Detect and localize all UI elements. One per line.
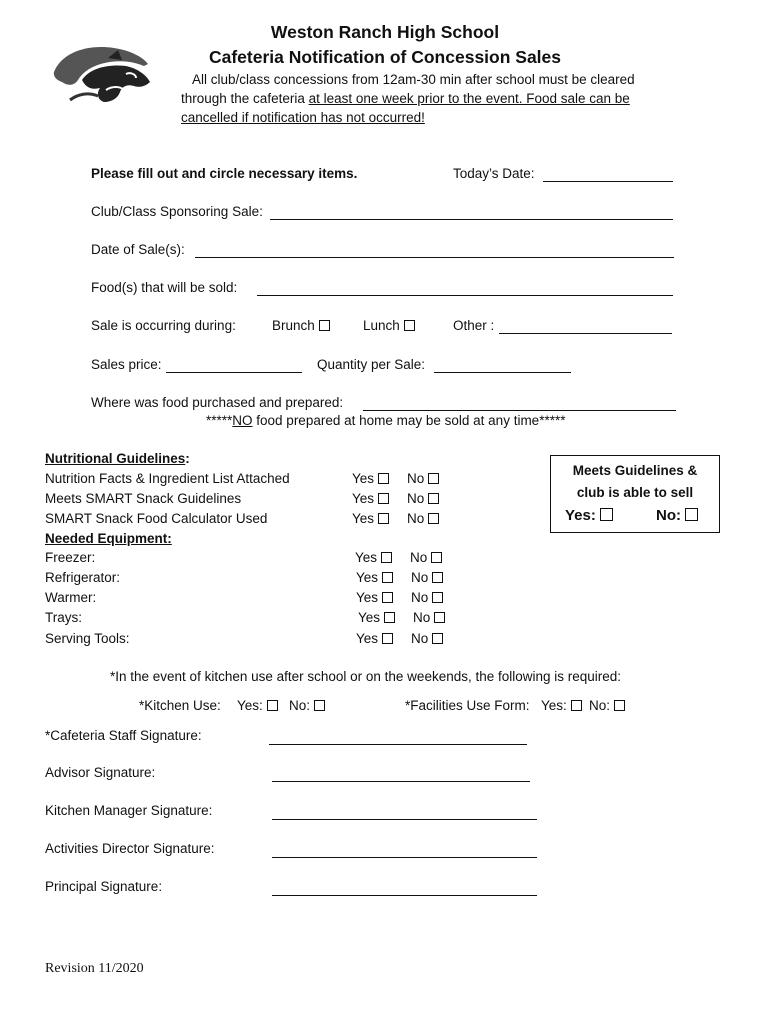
kitchen-yes-label: Yes: xyxy=(237,698,263,713)
no-label: No xyxy=(413,610,431,625)
kitchen-use-no[interactable] xyxy=(289,698,325,713)
yes-checkbox[interactable] xyxy=(378,493,389,504)
todays-date-label: Today’s Date: xyxy=(453,166,535,181)
brunch-label: Brunch xyxy=(272,318,315,333)
yes-label: Yes xyxy=(352,511,375,526)
no-label: No xyxy=(411,570,429,585)
lunch-checkbox[interactable] xyxy=(404,320,415,331)
revision-label: Revision 11/2020 xyxy=(45,961,144,976)
yes-label: Yes xyxy=(355,550,378,565)
signature-line[interactable] xyxy=(269,744,527,745)
notice-line-2-plain: through the cafeteria xyxy=(181,91,309,106)
brunch-option[interactable] xyxy=(272,318,330,333)
signature-line[interactable] xyxy=(272,895,537,896)
warning-rest: food prepared at home may be sold at any time***** xyxy=(252,413,566,428)
equipment-item-yes[interactable] xyxy=(355,550,392,565)
warning-no: NO xyxy=(232,413,253,428)
facilities-yes[interactable] xyxy=(541,698,582,713)
guidelines-box xyxy=(550,455,720,533)
facilities-yes-label: Yes: xyxy=(541,698,567,713)
yes-checkbox[interactable] xyxy=(382,633,393,644)
notice-line-2-underlined: at least one week prior to the event. Food sale can be xyxy=(308,91,630,106)
signature-label: Activities Director Signature: xyxy=(45,841,215,856)
signature-label: *Cafeteria Staff Signature: xyxy=(45,728,202,743)
yes-checkbox[interactable] xyxy=(381,552,392,563)
equipment-heading: Needed Equipment: xyxy=(45,531,172,546)
no-checkbox[interactable] xyxy=(432,592,443,603)
quantity-field[interactable] xyxy=(434,372,571,373)
other-field[interactable] xyxy=(499,333,672,334)
yes-label: Yes xyxy=(352,491,375,506)
club-field[interactable] xyxy=(270,219,673,220)
equipment-item-yes[interactable] xyxy=(356,570,393,585)
equipment-item-no[interactable] xyxy=(411,570,443,585)
yes-label: Yes xyxy=(352,471,375,486)
yes-checkbox[interactable] xyxy=(384,612,395,623)
nutrition-item-label: SMART Snack Food Calculator Used xyxy=(45,511,268,526)
equipment-item-label: Refrigerator: xyxy=(45,570,121,585)
no-checkbox[interactable] xyxy=(431,552,442,563)
facilities-label: *Facilities Use Form: xyxy=(405,698,530,713)
yes-label: Yes xyxy=(356,590,379,605)
form-title: Cafeteria Notification of Concession Sales xyxy=(208,47,562,67)
yes-checkbox[interactable] xyxy=(382,592,393,603)
school-name: Weston Ranch High School xyxy=(270,22,500,42)
equipment-item-yes[interactable] xyxy=(356,590,393,605)
equipment-item-yes[interactable] xyxy=(356,631,393,646)
signature-label: Advisor Signature: xyxy=(45,765,156,780)
where-label: Where was food purchased and prepared: xyxy=(91,395,344,410)
no-label: No xyxy=(410,550,428,565)
equipment-item-label: Warmer: xyxy=(45,590,97,605)
no-checkbox[interactable] xyxy=(428,493,439,504)
price-label: Sales price: xyxy=(91,357,162,372)
signature-line[interactable] xyxy=(272,781,530,782)
warning-prefix: ***** xyxy=(206,413,233,428)
facilities-no-label: No: xyxy=(589,698,611,713)
date-of-sale-field[interactable] xyxy=(195,257,674,258)
signature-line[interactable] xyxy=(272,857,537,858)
equipment-item-no[interactable] xyxy=(410,550,442,565)
notice-line-1: All club/class concessions from 12am-30 min after school must be cleared xyxy=(192,72,635,87)
no-checkbox[interactable] xyxy=(432,633,443,644)
yes-checkbox[interactable] xyxy=(378,473,389,484)
club-label: Club/Class Sponsoring Sale: xyxy=(91,204,263,219)
no-checkbox[interactable] xyxy=(428,513,439,524)
signature-label: Kitchen Manager Signature: xyxy=(45,803,213,818)
signature-line[interactable] xyxy=(272,819,537,820)
nutrition-item-yes[interactable] xyxy=(352,491,389,506)
guidelines-box-line2: club is able to sell xyxy=(576,485,694,500)
equipment-item-label: Serving Tools: xyxy=(45,631,130,646)
date-of-sale-label: Date of Sale(s): xyxy=(91,242,185,257)
foods-field[interactable] xyxy=(257,295,673,296)
guidelines-yes-label: Yes: xyxy=(565,507,596,524)
nutrition-heading xyxy=(45,451,190,466)
instructions: Please fill out and circle necessary items. xyxy=(91,166,358,181)
notice-line-3: cancelled if notification has not occurred! xyxy=(181,110,425,125)
todays-date-field[interactable] xyxy=(543,181,673,182)
facilities-yes-checkbox[interactable] xyxy=(571,700,582,711)
guidelines-yes[interactable] xyxy=(565,507,613,524)
yes-label: Yes xyxy=(356,631,379,646)
kitchen-yes-checkbox[interactable] xyxy=(267,700,278,711)
facilities-no-checkbox[interactable] xyxy=(614,700,625,711)
nutrition-item-label: Nutrition Facts & Ingredient List Attached xyxy=(45,471,290,486)
no-label: No xyxy=(407,471,425,486)
guidelines-yes-checkbox[interactable] xyxy=(600,508,613,521)
notice-line-2 xyxy=(181,91,630,106)
yes-label: Yes xyxy=(356,570,379,585)
no-checkbox[interactable] xyxy=(428,473,439,484)
kitchen-no-label: No: xyxy=(289,698,311,713)
where-field[interactable] xyxy=(363,410,676,411)
other-label: Other : xyxy=(453,318,495,333)
foods-label: Food(s) that will be sold: xyxy=(91,280,238,295)
equipment-item-no[interactable] xyxy=(413,610,445,625)
no-label: No xyxy=(411,631,429,646)
kitchen-notice: *In the event of kitchen use after school or on the weekends, the following is required: xyxy=(110,669,622,684)
yes-checkbox[interactable] xyxy=(378,513,389,524)
no-checkbox[interactable] xyxy=(434,612,445,623)
nutrition-item-no[interactable] xyxy=(407,511,439,526)
no-label: No xyxy=(411,590,429,605)
equipment-item-yes[interactable] xyxy=(358,610,395,625)
nutrition-item-no[interactable] xyxy=(407,491,439,506)
no-label: No xyxy=(407,511,425,526)
kitchen-use-label: *Kitchen Use: xyxy=(139,698,221,713)
yes-checkbox[interactable] xyxy=(382,572,393,583)
quantity-label: Quantity per Sale: xyxy=(317,357,426,372)
equipment-item-label: Trays: xyxy=(45,610,82,625)
guidelines-no-label: No: xyxy=(656,507,681,524)
brunch-checkbox[interactable] xyxy=(319,320,330,331)
guidelines-box-line1: Meets Guidelines & xyxy=(572,463,698,478)
kitchen-no-checkbox[interactable] xyxy=(314,700,325,711)
nutrition-item-yes[interactable] xyxy=(352,471,389,486)
signature-label: Principal Signature: xyxy=(45,879,163,894)
nutrition-heading-colon: : xyxy=(185,451,190,466)
equipment-item-no[interactable] xyxy=(411,631,443,646)
facilities-no[interactable] xyxy=(589,698,625,713)
equipment-item-label: Freezer: xyxy=(45,550,96,565)
lunch-label: Lunch xyxy=(363,318,400,333)
guidelines-no[interactable] xyxy=(656,507,698,524)
no-checkbox[interactable] xyxy=(432,572,443,583)
yes-label: Yes xyxy=(358,610,381,625)
equipment-item-no[interactable] xyxy=(411,590,443,605)
lunch-option[interactable] xyxy=(363,318,415,333)
nutrition-item-no[interactable] xyxy=(407,471,439,486)
no-label: No xyxy=(407,491,425,506)
nutrition-heading-text: Nutritional Guidelines xyxy=(45,451,186,466)
price-field[interactable] xyxy=(166,372,302,373)
kitchen-use-yes[interactable] xyxy=(237,698,278,713)
nutrition-item-label: Meets SMART Snack Guidelines xyxy=(45,491,242,506)
nutrition-item-yes[interactable] xyxy=(352,511,389,526)
guidelines-no-checkbox[interactable] xyxy=(685,508,698,521)
home-food-warning xyxy=(206,413,565,428)
occurring-label: Sale is occurring during: xyxy=(91,318,236,333)
